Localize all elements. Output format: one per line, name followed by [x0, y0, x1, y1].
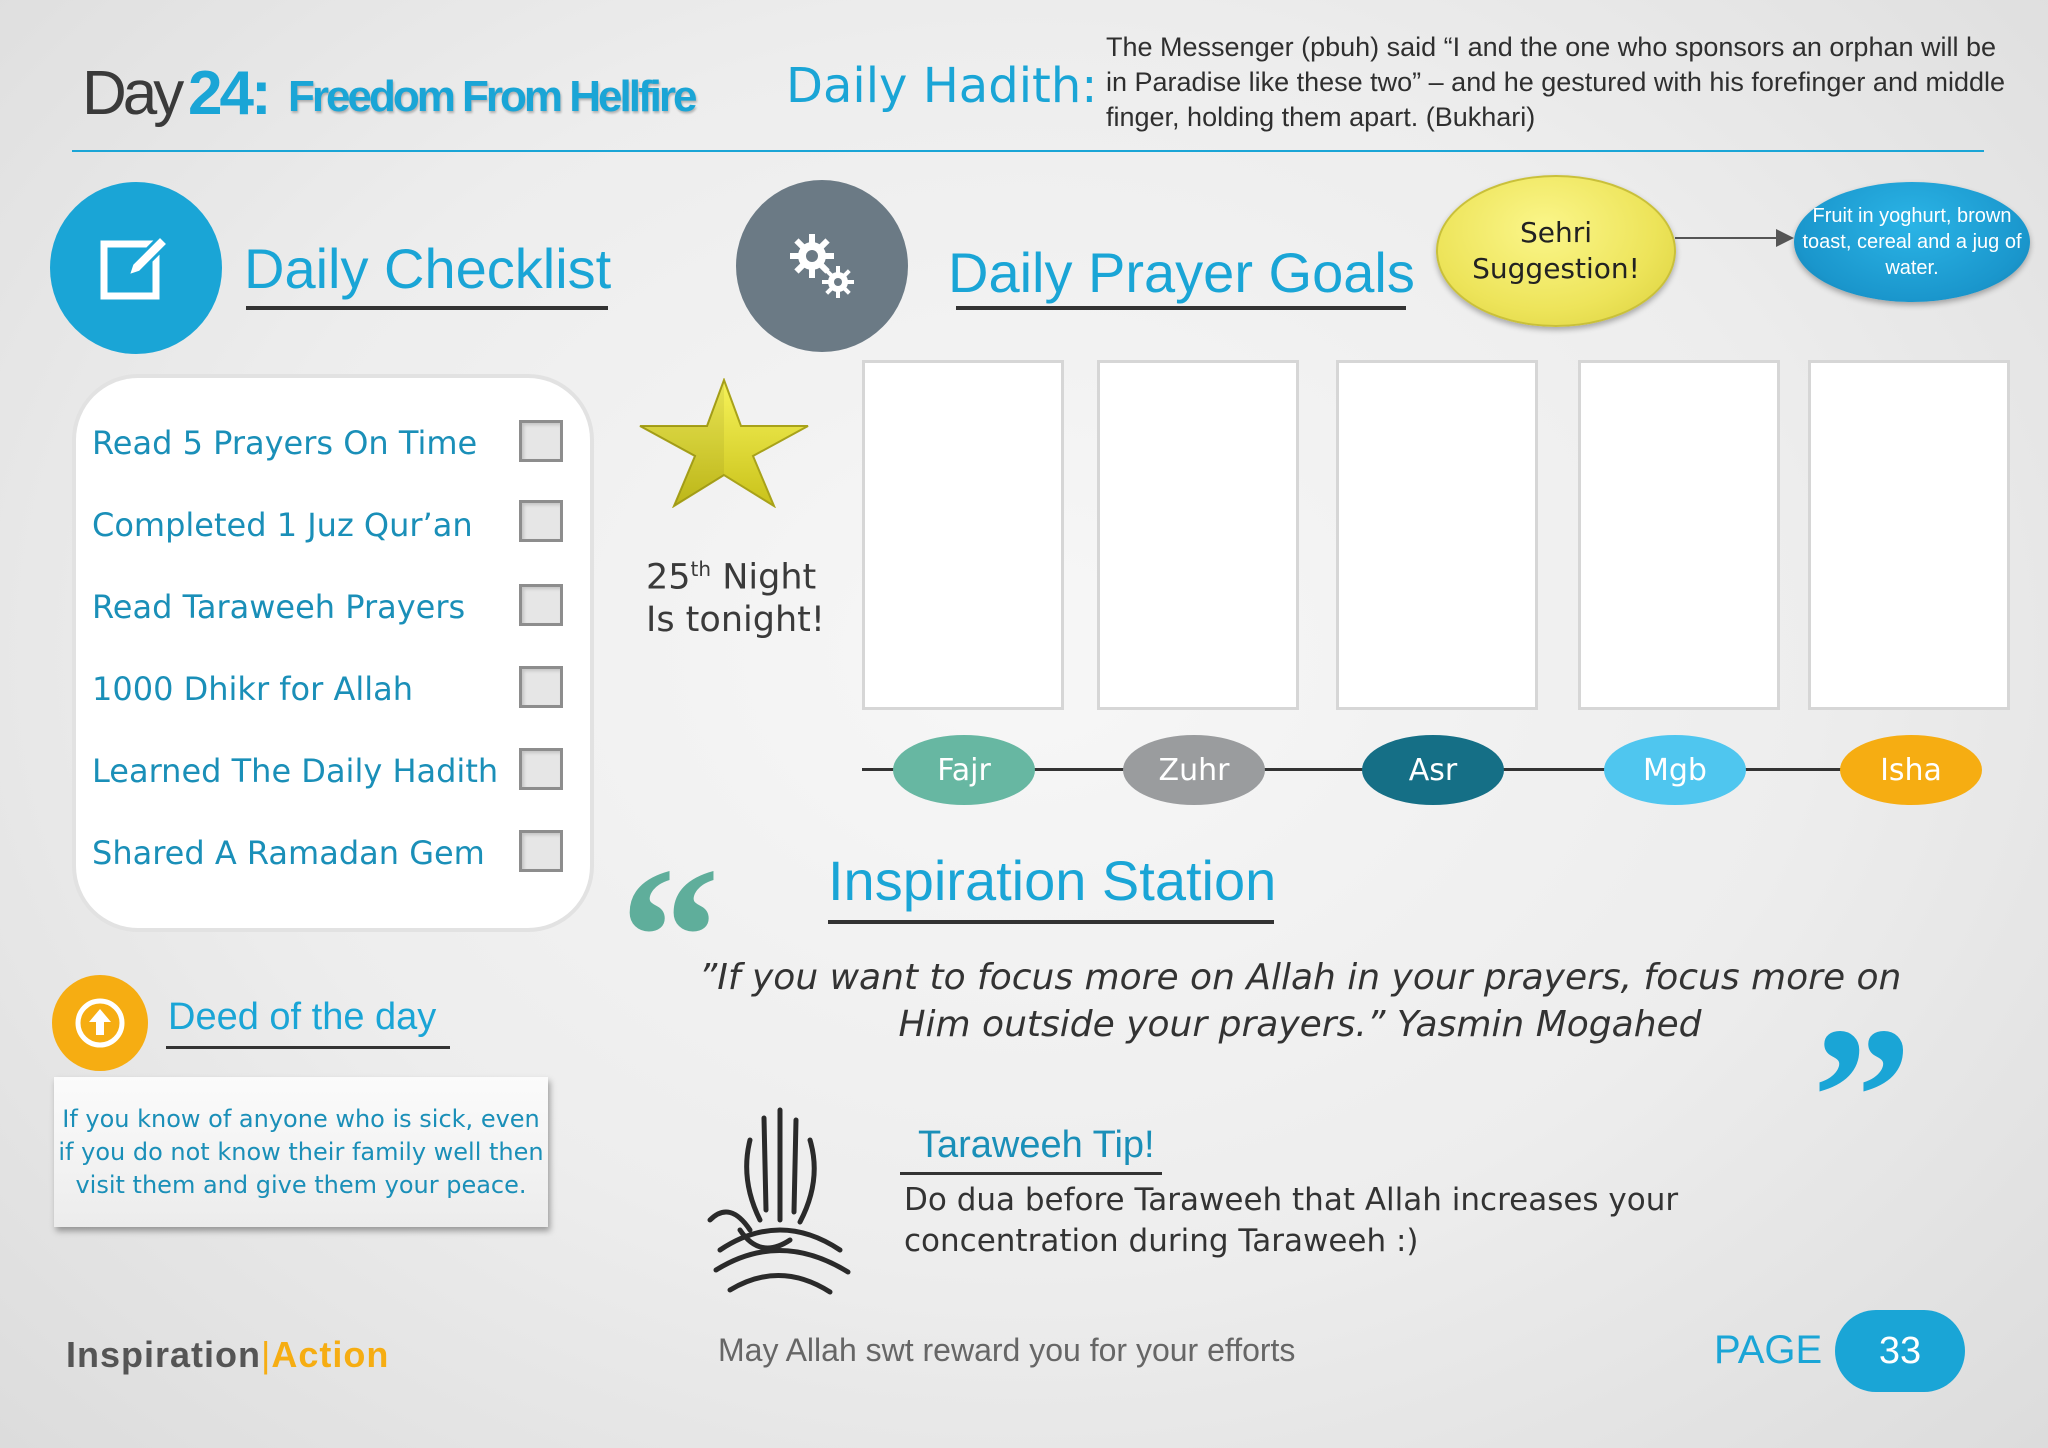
star-note-suffix: th [690, 557, 712, 581]
hadith-label: Daily Hadith: [786, 58, 1098, 114]
prayer-pill-mgb: Mgb [1604, 735, 1746, 805]
checkbox[interactable] [519, 420, 563, 462]
checkbox[interactable] [519, 666, 563, 708]
inspiration-quote: ”If you want to focus more on Allah in your prayers, focus more on Him outside your prayers.” Yasmin Mogahed [698, 957, 1902, 1045]
taraweeh-text: Do dua before Taraweeh that Allah increases your concentration during Taraweeh :) [904, 1182, 1679, 1259]
prayer-goal-box-mgb[interactable] [1578, 360, 1780, 710]
page-number: 33 [1835, 1310, 1965, 1392]
day-title: Freedom From Hellfire [288, 72, 695, 121]
sehri-arrow [1675, 237, 1785, 239]
deed-text: If you know of anyone who is sick, even if you do not know their family well then visit them and give them your peace. [54, 1077, 548, 1227]
prayer-goals-title-rule [956, 306, 1406, 310]
prayer-pill-asr: Asr [1362, 735, 1504, 805]
brand-right: Action [271, 1334, 390, 1375]
prayer-goal-box-asr[interactable] [1336, 360, 1538, 710]
taraweeh-title: Taraweeh Tip! [918, 1124, 1155, 1166]
sehri-label: Sehri Suggestion! [1436, 175, 1676, 327]
open-quote-icon: “ [620, 827, 720, 1048]
star-icon [638, 378, 810, 508]
close-quote-icon: ” [1812, 987, 1912, 1208]
inspiration-title-rule [828, 920, 1274, 924]
checklist-title: Daily Checklist [244, 237, 612, 300]
day-label: Day [82, 59, 181, 128]
checklist-item: Read Taraweeh Prayers [92, 588, 466, 626]
star-note [646, 548, 825, 641]
checkbox[interactable] [519, 584, 563, 626]
prayer-goals-title: Daily Prayer Goals [948, 241, 1415, 304]
checkbox[interactable] [519, 748, 563, 790]
checkbox[interactable] [519, 830, 563, 872]
footer-message: May Allah swt reward you for your efforts [718, 1332, 1296, 1368]
deed-title: Deed of the day [168, 996, 437, 1038]
gears-icon [736, 180, 908, 352]
calligraphy-icon [700, 1100, 860, 1300]
brand-logo [66, 1334, 389, 1376]
arrow-right-icon [1776, 229, 1794, 247]
checklist-item: Shared A Ramadan Gem [92, 834, 485, 872]
brand-left: Inspiration [66, 1334, 262, 1375]
taraweeh-title-rule [900, 1172, 1162, 1175]
checklist-item: 1000 Dhikr for Allah [92, 670, 414, 708]
checklist-title-rule [246, 306, 608, 310]
brand-separator: | [261, 1334, 272, 1375]
page-label: PAGE [1714, 1328, 1823, 1372]
sehri-suggestion: Fruit in yoghurt, brown toast, cereal and a jug of water. [1794, 182, 2030, 302]
deed-title-rule [166, 1046, 450, 1049]
checkbox[interactable] [519, 500, 563, 542]
day-number: 24: [188, 59, 269, 128]
checklist-item: Completed 1 Juz Qur’an [92, 506, 473, 544]
inspiration-title: Inspiration Station [828, 849, 1277, 912]
star-note-number: 25 [646, 557, 691, 598]
checklist-item: Read 5 Prayers On Time [92, 424, 478, 462]
star-note-night: Night [711, 557, 817, 598]
prayer-goal-box-fajr[interactable] [862, 360, 1064, 710]
checklist-item: Learned The Daily Hadith [92, 752, 499, 790]
prayer-goal-box-isha[interactable] [1808, 360, 2010, 710]
header-divider [72, 150, 1984, 152]
edit-icon [50, 182, 222, 354]
prayer-pill-isha: Isha [1840, 735, 1982, 805]
star-note-line2: Is tonight! [646, 599, 825, 640]
hadith-text: The Messenger (pbuh) said “I and the one who sponsors an orphan will be in Paradise like these two” – and he gestured with his forefinger and middle finger, holding them apart. (Bukhari) [1106, 32, 2006, 132]
prayer-pill-fajr: Fajr [893, 735, 1035, 805]
prayer-goal-box-zuhr[interactable] [1097, 360, 1299, 710]
arrow-up-circle-icon [52, 975, 148, 1071]
prayer-pill-zuhr: Zuhr [1123, 735, 1265, 805]
